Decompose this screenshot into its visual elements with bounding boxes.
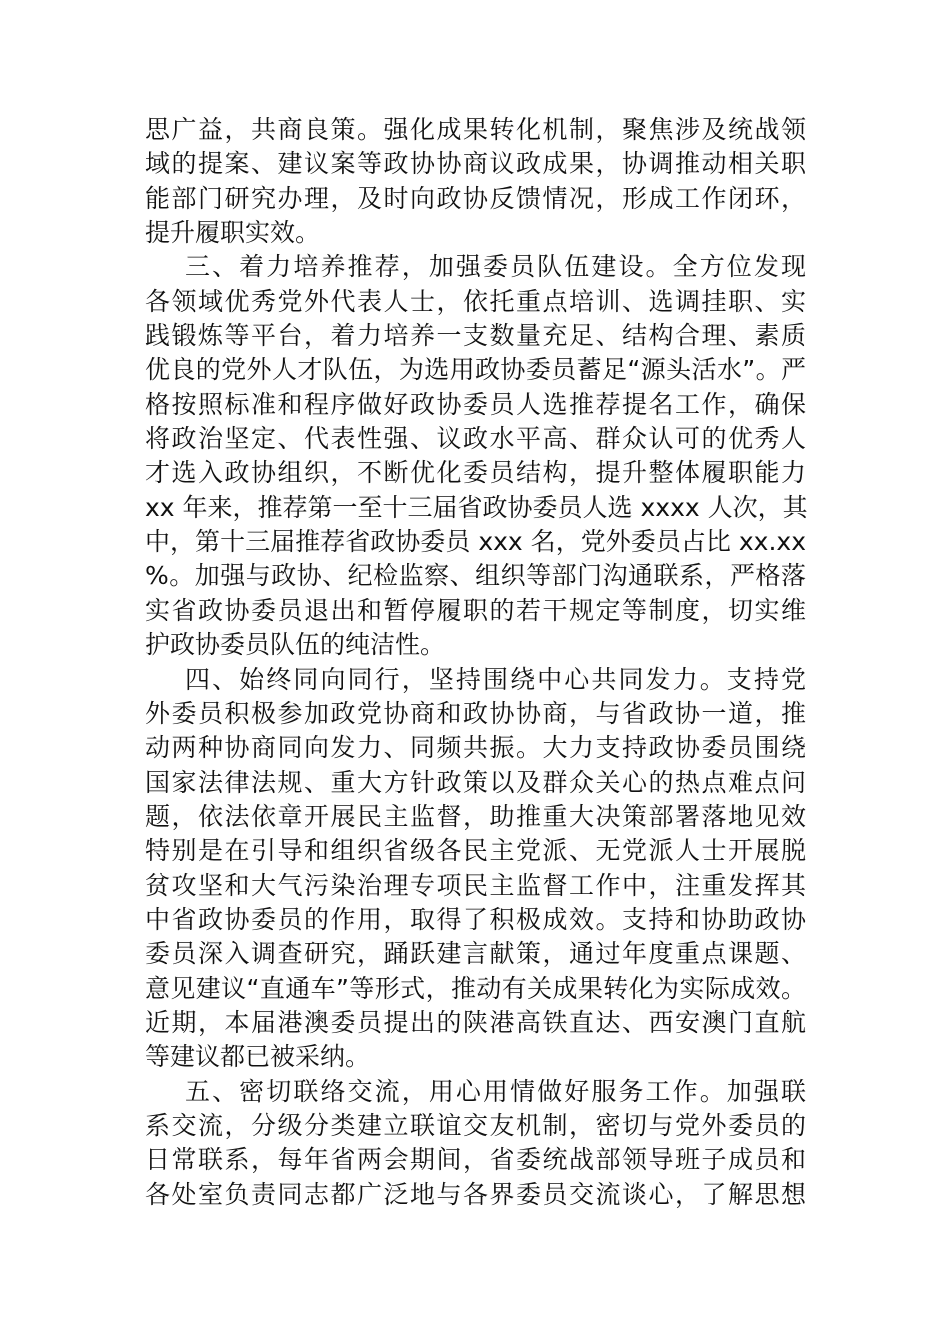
text-line: 四、始终同向同行，坚持围绕中心共同发力。支持党 — [185, 664, 806, 694]
text-line: 动两种协商同向发力、同频共振。大力支持政协委员围绕 — [145, 733, 806, 763]
text-line: 外委员积极参加政党协商和政协协商，与省政协一道，推 — [145, 698, 806, 728]
text-line: 近期，本届港澳委员提出的陕港高铁直达、西安澳门直航 — [145, 1007, 806, 1037]
text-line: 贫攻坚和大气污染治理专项民主监督工作中，注重发挥其 — [145, 870, 806, 900]
text-line: 等建议都已被采纳。 — [145, 1042, 371, 1072]
text-line: 实省政协委员退出和暂停履职的若干规定等制度，切实维 — [145, 595, 806, 625]
text-line: 委员深入调查研究，踊跃建言献策，通过年度重点课题、 — [145, 939, 806, 969]
text-line: xx 年来，推荐第一至十三届省政协委员人选 xxxx 人次，其 — [145, 492, 808, 522]
text-line: 各领域优秀党外代表人士，依托重点培训、选调挂职、实 — [145, 286, 806, 316]
text-line: 各处室负责同志都广泛地与各界委员交流谈心，了解思想 — [145, 1179, 806, 1209]
text-line: 系交流，分级分类建立联谊交友机制，密切与党外委员的 — [145, 1110, 806, 1140]
document-page — [145, 113, 806, 1212]
text-line: 五、密切联络交流，用心用情做好服务工作。加强联 — [185, 1076, 806, 1106]
text-line: 践锻炼等平台，着力培养一支数量充足、结构合理、素质 — [145, 321, 806, 351]
text-line: 域的提案、建议案等政协协商议政成果，协调推动相关职 — [145, 149, 806, 179]
text-line: 将政治坚定、代表性强、议政水平高、群众认可的优秀人 — [145, 424, 806, 454]
text-line: 提升履职实效。 — [145, 218, 321, 248]
text-line: 优良的党外人才队伍，为选用政协委员蓄足“源头活水”。严 — [145, 355, 806, 385]
text-line: 护政协委员队伍的纯洁性。 — [145, 630, 446, 660]
text-line: 三、着力培养推荐，加强委员队伍建设。全方位发现 — [185, 252, 806, 282]
text-line: 日常联系，每年省两会期间，省委统战部领导班子成员和 — [145, 1145, 806, 1175]
paragraph — [145, 1075, 806, 1212]
text-line: 才选入政协组织，不断优化委员结构，提升整体履职能力 — [145, 458, 806, 488]
text-line: 题，依法依章开展民主监督，助推重大决策部署落地见效 — [145, 801, 806, 831]
text-line: 能部门研究办理，及时向政协反馈情况，形成工作闭环， — [145, 183, 806, 213]
text-line: 特别是在引导和组织省级各民主党派、无党派人士开展脱 — [145, 836, 806, 866]
paragraph — [145, 663, 806, 1075]
text-line: 意见建议“直通车”等形式，推动有关成果转化为实际成效。 — [145, 973, 806, 1003]
text-line: 国家法律法规、重大方针政策以及群众关心的热点难点问 — [145, 767, 806, 797]
text-line: 格按照标准和程序做好政协委员人选推荐提名工作，确保 — [145, 389, 806, 419]
text-line: %。加强与政协、纪检监察、组织等部门沟通联系，严格落 — [145, 561, 806, 591]
text-line: 思广益，共商良策。强化成果转化机制，聚焦涉及统战领 — [145, 115, 806, 144]
text-line: 中，第十三届推荐省政协委员 xxx 名，党外委员占比 xx.xx — [145, 527, 806, 557]
text-line: 中省政协委员的作用，取得了积极成效。支持和协助政协 — [145, 904, 806, 934]
paragraph — [145, 113, 806, 250]
paragraph — [145, 250, 806, 662]
